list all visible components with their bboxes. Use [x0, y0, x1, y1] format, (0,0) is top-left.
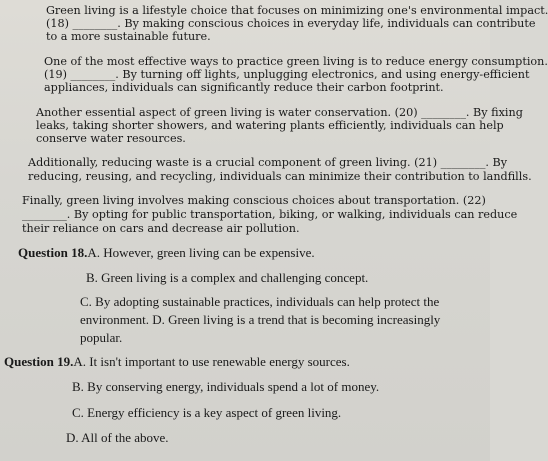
passage-line: conserve water resources.: [36, 132, 186, 145]
option-c[interactable]: C. Energy efficiency is a key aspect of green living.: [72, 405, 342, 420]
question-label: Question 18.: [18, 245, 88, 260]
option-a[interactable]: A. However, green living can be expensive.: [87, 245, 315, 260]
passage-line: (18) ________. By making conscious choices in everyday life, individuals can contribute: [46, 17, 536, 30]
option-c[interactable]: C. By adopting sustainable practices, individuals can help protect the: [80, 294, 440, 309]
question-18: [18, 245, 315, 261]
option-c-d-continuation[interactable]: environment. D. Green living is a trend that is becoming increasingly: [80, 312, 441, 327]
option-d-continuation: popular.: [80, 330, 123, 345]
passage-line: leaks, taking shorter showers, and watering plants efficiently, individuals can help: [36, 119, 504, 132]
passage-line: reducing, reusing, and recycling, individuals can minimize their contribution to landfills.: [28, 170, 532, 183]
option-b[interactable]: B. By conserving energy, individuals spend a lot of money.: [72, 379, 380, 394]
question-19: [4, 354, 350, 370]
passage-line: appliances, individuals can significantly reduce their carbon footprint.: [44, 81, 444, 94]
passage-line: (19) ________. By turning off lights, unplugging electronics, and using energy-efficient: [44, 68, 530, 81]
passage-line: Another essential aspect of green living is water conservation. (20) ________. By fixing: [36, 106, 523, 119]
option-a[interactable]: A. It isn't important to use renewable energy sources.: [73, 354, 350, 369]
option-b[interactable]: B. Green living is a complex and challenging concept.: [86, 270, 369, 285]
passage-line: One of the most effective ways to practice green living is to reduce energy consumption.: [44, 55, 548, 68]
passage-line: their reliance on cars and decrease air pollution.: [22, 222, 300, 235]
passage-line: ________. By opting for public transportation, biking, or walking, individuals can reduce: [22, 208, 518, 221]
passage-line: Finally, green living involves making conscious choices about transportation. (22): [22, 194, 486, 207]
passage-line: to a more sustainable future.: [46, 30, 211, 43]
passage-line: Green living is a lifestyle choice that focuses on minimizing one's environmental impact.: [46, 4, 548, 17]
passage-line: Additionally, reducing waste is a crucial component of green living. (21) ________. By: [28, 156, 508, 169]
question-label: Question 19.: [4, 354, 74, 369]
option-d[interactable]: D. All of the above.: [66, 430, 169, 445]
